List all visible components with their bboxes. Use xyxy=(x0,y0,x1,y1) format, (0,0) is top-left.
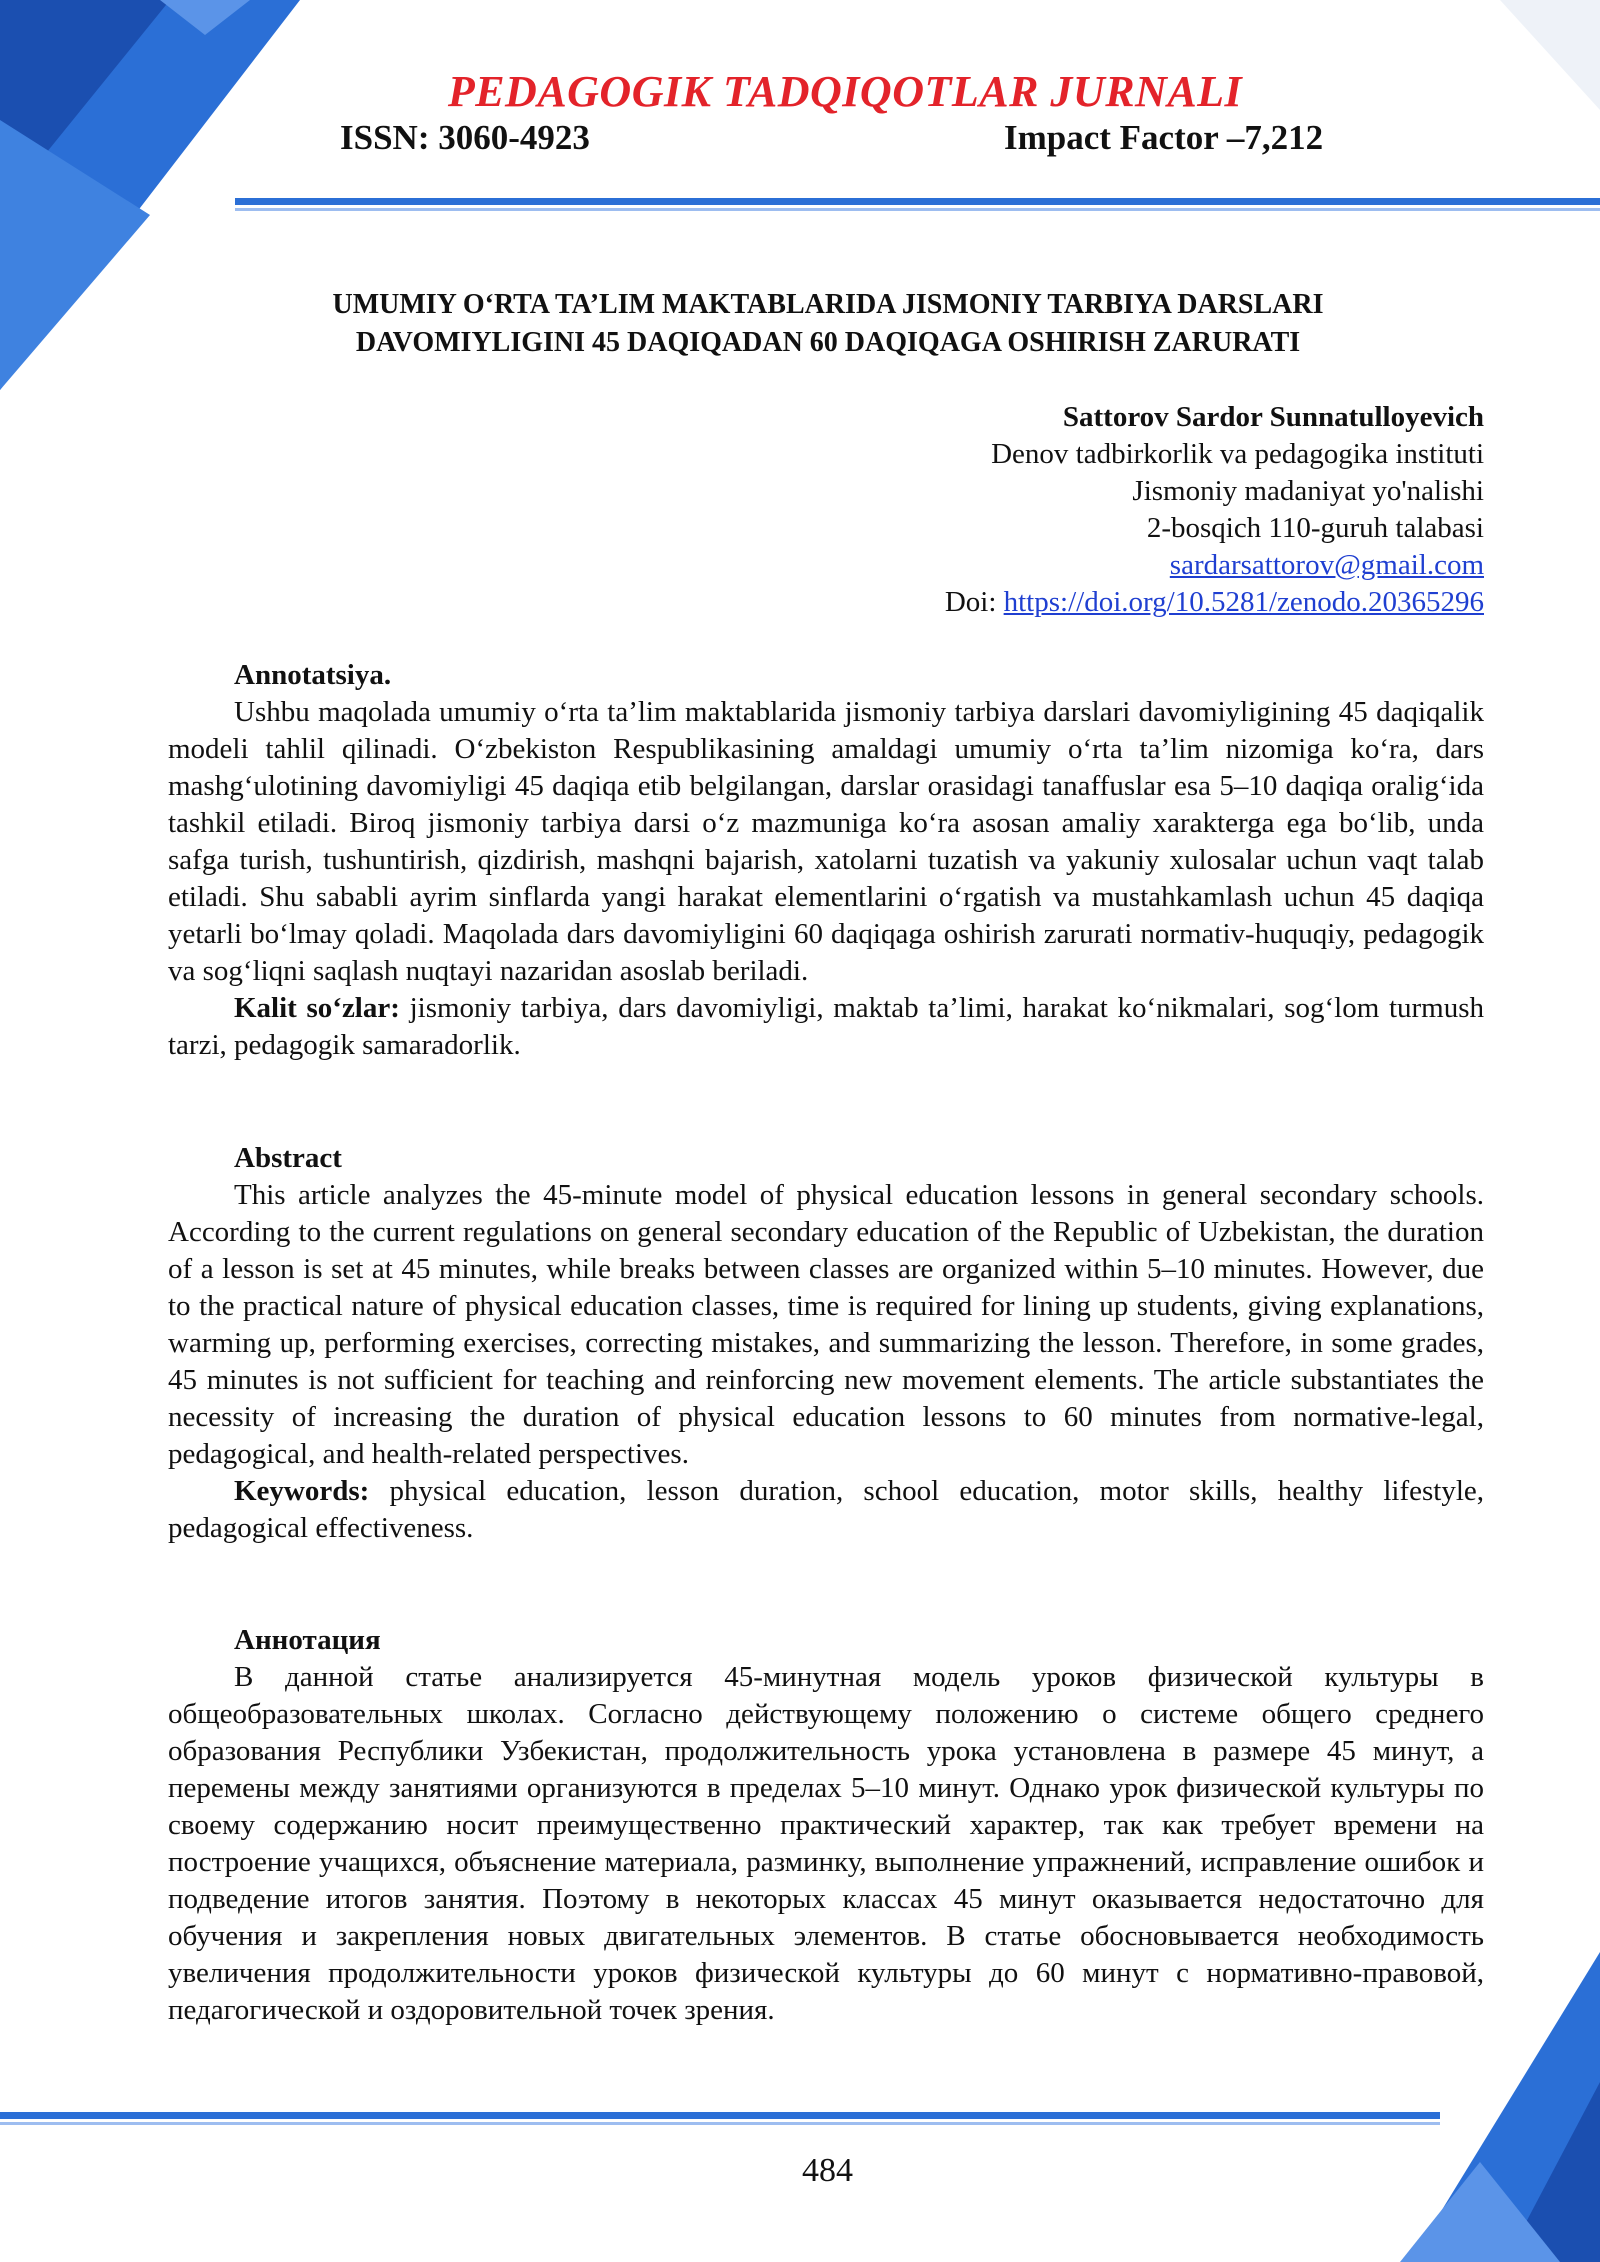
keywords-uz-text: jismoniy tarbiya, dars davomiyligi, maktab ta’limi, harakat ko‘nikmalari, sog‘lom turmush tarzi, pedagogik samaradorlik. xyxy=(168,992,1484,1061)
abstract-en-heading: Abstract xyxy=(234,1142,342,1174)
author-institution: Denov tadbirkorlik va pedagogika instituti xyxy=(991,438,1484,470)
annotation-uz-heading: Annotatsiya. xyxy=(234,659,392,691)
annotation-uz-body: Ushbu maqolada umumiy o‘rta ta’lim maktablarida jismoniy tarbiya darslari davomiyligining 45 daqiqalik modeli tahlil qilinadi. O‘zbekiston Respublikasining amaldagi umumiy o‘rta ta’lim nizomiga ko‘ra, dars mashg‘ulotining davomiyligi 45 daqiqa etib belgilangan, darslar orasidagi tanaffuslar esa 5–10 daqiqa oralig‘ida tashkil etiladi. Biroq jismoniy tarbiya darsi o‘z mazmuniga ko‘ra asosan amaliy xarakterga ega bo‘lib, unda safga turish, tushuntirish, qizdirish, mashqni bajarish, xatolarni tuzatish va yakuniy xulosalar uchun vaqt talab etiladi. Shu sababli ayrim sinflarda yangi harakat elementlarini o‘rgatish va mustahkamlash uchun 45 daqiqa yetarli bo‘lmay qoladi. Maqolada dars davomiyligini 60 daqiqaga oshirish zarurati normativ-huquqiy, pedagogik va sog‘liqni saqlash nuqtayi nazaridan asoslab beriladi. xyxy=(168,696,1484,987)
abstract-en-body: This article analyzes the 45-minute model of physical education lessons in general secondary schools. According to the current regulations on general secondary education of the Republic of Uzbekistan, the duration of a lesson is set at 45 minutes, while breaks between classes are organized within 5–10 minutes. However, due to the practical nature of physical education classes, time is required for lining up students, giving explanations, warming up, performing exercises, correcting mistakes, and summarizing the lesson. Therefore, in some grades, 45 minutes is not sufficient for teaching and reinforcing new movement elements. The article substantiates the necessity of increasing the duration of physical education lessons to 60 minutes from normative-legal, pedagogical, and health-related perspectives. xyxy=(168,1179,1484,1470)
annotation-ru-body: В данной статье анализируется 45-минутная модель уроков физической культуры в общеобразовательных школах. Согласно действующему положению о системе общего среднего образования Республики Узбекистан, продолжительность урока установлена в размере 45 минут, а перемены между занятиями организуются в пределах 5–10 минут. Однако урок физической культуры по своему содержанию носит преимущественно практический характер, так как требует времени на построение учащихся, объяснение материала, разминку, выполнение упражнений, исправление ошибок и подведение итогов занятия. Поэтому в некоторых классах 45 минут оказывается недостаточно для обучения и закрепления новых двигательных элементов. В статье обосновывается необходимость увеличения продолжительности уроков физической культуры до 60 минут с нормативно-правовой, педагогической и оздоровительной точек зрения. xyxy=(168,1661,1484,2026)
author-block xyxy=(945,399,1484,621)
doi-line xyxy=(945,584,1484,621)
keywords-en xyxy=(168,1473,1484,1547)
annotation-uz xyxy=(168,657,1484,1064)
keywords-uz xyxy=(168,990,1484,1064)
article-title xyxy=(168,286,1488,362)
keywords-en-text: physical education, lesson duration, school education, motor skills, healthy lifestyle, pedagogical effectiveness. xyxy=(168,1475,1484,1544)
article-title-line-2: DAVOMIYLIGINI 45 DAQIQADAN 60 DAQIQAGA OSHIRISH ZARURATI xyxy=(355,327,1301,358)
annotation-ru-heading: Аннотация xyxy=(234,1624,381,1656)
author-group: 2-bosqich 110-guruh talabasi xyxy=(1146,512,1484,544)
doi-link[interactable]: https://doi.org/10.5281/zenodo.20365296 xyxy=(1003,586,1484,618)
abstract-en xyxy=(168,1140,1484,1547)
article-title-line-1: UMUMIY O‘RTA TA’LIM MAKTABLARIDA JISMONIY TARBIYA DARSLARI xyxy=(332,289,1324,320)
keywords-en-label: Keywords: xyxy=(234,1475,370,1507)
author-name: Sattorov Sardor Sunnatulloyevich xyxy=(1062,401,1484,433)
doi-label: Doi: xyxy=(944,586,1004,618)
annotation-ru xyxy=(168,1622,1484,2029)
page-number: 484 xyxy=(802,2152,853,2189)
keywords-uz-label: Kalit so‘zlar: xyxy=(234,992,400,1024)
journal-name: PEDAGOGIK TADQIQOTLAR JURNALI xyxy=(447,67,1243,116)
impact-factor-label: Impact Factor –7,212 xyxy=(1004,118,1324,157)
author-department: Jismoniy madaniyat yo'nalishi xyxy=(1132,475,1484,507)
issn-label: ISSN: 3060-4923 xyxy=(340,118,590,157)
author-email-link[interactable]: sardarsattorov@gmail.com xyxy=(1169,549,1484,581)
